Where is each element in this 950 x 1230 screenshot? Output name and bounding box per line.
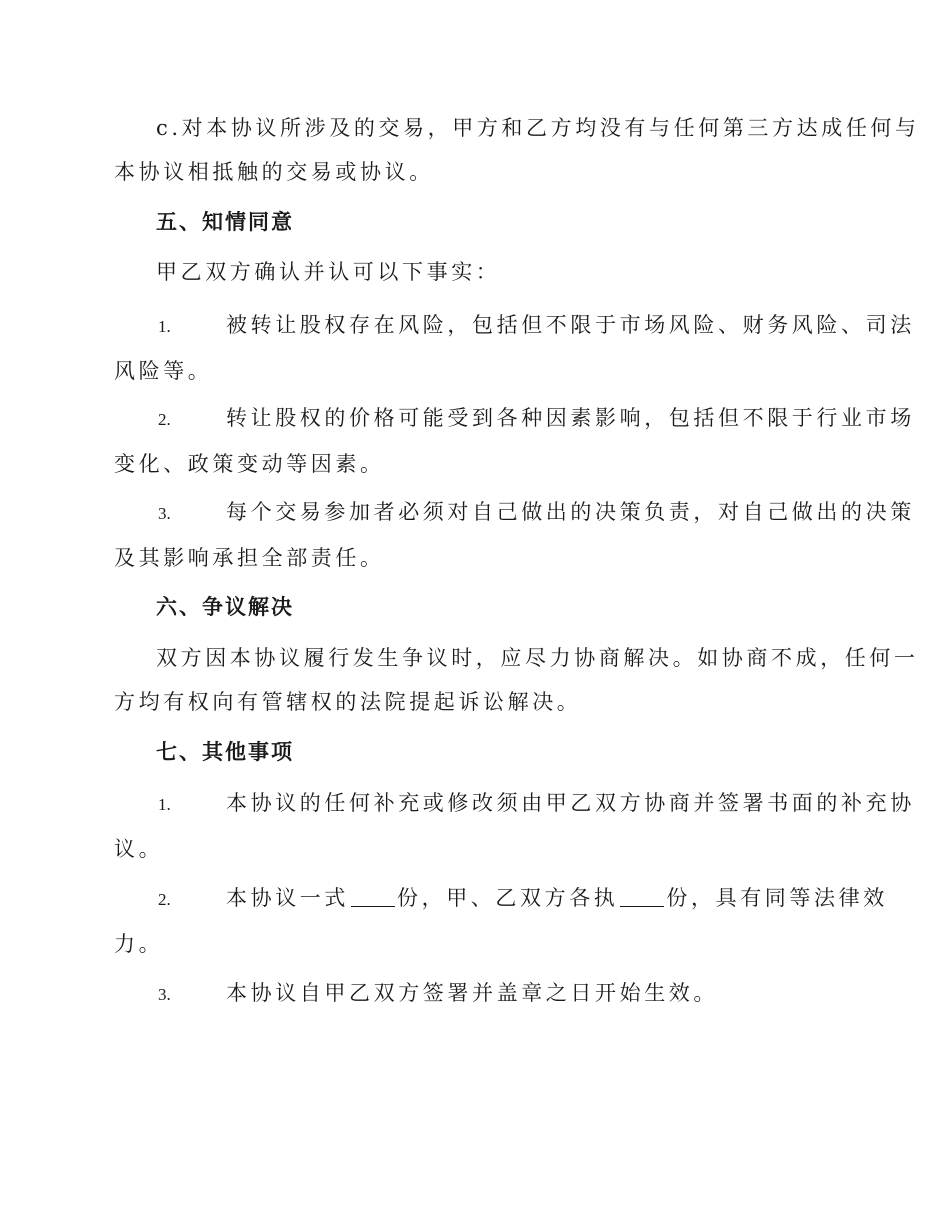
section7-heading: 七、其他事项: [156, 739, 294, 764]
section7-item-1: [114, 781, 915, 871]
section5-item-1: [114, 303, 915, 393]
item-text-part3: 份，具有同等法律效: [666, 886, 888, 910]
item-text-line1: 本协议的任何补充或修改须由甲乙双方协商并签署书面的补充协: [226, 791, 915, 815]
section7-item-2: [114, 876, 888, 966]
section5-intro: 甲乙双方确认并认可以下事实：: [156, 260, 501, 284]
clause-c-line1: c.对本协议所涉及的交易，甲方和乙方均没有与任何第三方达成任何与: [156, 116, 920, 140]
item-number: 2.: [158, 410, 171, 429]
item-number: 3.: [158, 504, 171, 523]
copies-total-blank: [351, 886, 395, 907]
copies-each-blank: [620, 886, 664, 907]
item-number: 2.: [158, 890, 171, 909]
item-text-line2: 风险等。: [114, 359, 213, 383]
item-text-line2: 议。: [114, 837, 164, 861]
item-text-line1: 被转让股权存在风险，包括但不限于市场风险、财务风险、司法: [226, 313, 915, 337]
item-text-line1: 转让股权的价格可能受到各种因素影响，包括但不限于行业市场: [226, 406, 915, 430]
item-text-part2: 份，甲、乙双方各执: [397, 886, 619, 910]
item-text-line1: 每个交易参加者必须对自己做出的决策负责，对自己做出的决策: [226, 500, 915, 524]
section6-line2: 方均有权向有管辖权的法院提起诉讼解决。: [114, 690, 582, 714]
clause-c-line2: 本协议相抵触的交易或协议。: [114, 160, 434, 184]
section5-heading: 五、知情同意: [156, 209, 294, 234]
section5-item-3: [114, 490, 915, 580]
section6-heading: 六、争议解决: [156, 594, 294, 619]
section6-line1: 双方因本协议履行发生争议时，应尽力协商解决。如协商不成，任何一: [156, 646, 919, 670]
item-number: 1.: [158, 795, 171, 814]
item-text-line2: 及其影响承担全部责任。: [114, 546, 385, 570]
item-number: 3.: [158, 985, 171, 1004]
item-text-line1: 本协议自甲乙双方签署并盖章之日开始生效。: [226, 981, 718, 1005]
item-number: 1.: [158, 317, 171, 336]
section7-item-3: [114, 971, 836, 1017]
section5-item-2: [114, 396, 915, 486]
item-text-part1: 本协议一式: [226, 886, 349, 910]
item-text-line2: 力。: [114, 932, 164, 956]
item-text-line2: 变化、政策变动等因素。: [114, 452, 385, 476]
